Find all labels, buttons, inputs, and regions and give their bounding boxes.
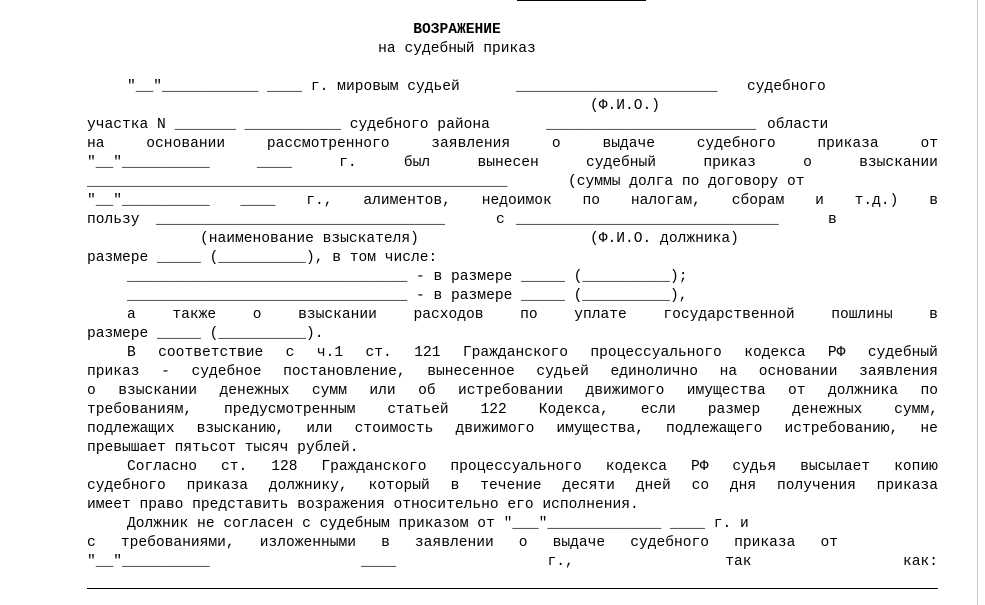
word: В (127, 345, 136, 361)
from-word: с (496, 212, 505, 228)
word: который (368, 478, 430, 494)
word: об (418, 383, 436, 399)
intro-line-7 (87, 192, 938, 211)
word: от (920, 136, 938, 152)
word: дня (729, 478, 757, 494)
word: движимого (585, 383, 665, 399)
word: не (920, 421, 938, 437)
word: судебного (630, 535, 710, 551)
region-word: области (767, 117, 829, 133)
word: размер (707, 402, 761, 418)
word: кодекса (744, 345, 806, 361)
word: постановление, (283, 364, 406, 380)
word: т.д.) (854, 193, 899, 209)
para1-line-2 (87, 363, 938, 382)
word: от (820, 535, 838, 551)
word: процессуального (450, 459, 582, 475)
word: рассмотренного (266, 136, 390, 152)
word: получения (777, 478, 856, 494)
word: или (306, 421, 333, 437)
claimant-blank: _________________________________ (156, 212, 446, 228)
word: судебного (696, 136, 776, 152)
word: ____ (256, 155, 292, 171)
debt-blank: ________________________________________________ (87, 174, 508, 190)
word: и (815, 193, 824, 209)
word: также (172, 307, 217, 323)
word: "__"__________ (87, 155, 210, 171)
word: в (929, 307, 938, 323)
para3-line-1: Должник не согласен с судебным приказом от "___"_____________ ____ г. и (127, 516, 749, 532)
para2-last-line: имеет право представить возражения относительно его исполнения. (87, 497, 639, 513)
word: ____ (240, 193, 276, 209)
word: по (920, 383, 938, 399)
word: государственной (663, 307, 795, 323)
word: взыскании (859, 155, 938, 171)
word: на (719, 364, 738, 380)
word: Согласно (127, 459, 198, 475)
claimant-caption: (наименование взыскателя) (200, 231, 419, 247)
word: подлежащих (87, 421, 175, 437)
word: приказа (186, 478, 248, 494)
word: взыскании (118, 383, 198, 399)
word: налогам, (630, 193, 701, 209)
word: вынесенное (427, 364, 515, 380)
word: основании (758, 364, 838, 380)
word: как: (902, 554, 938, 570)
word: а (127, 307, 136, 323)
word: взыскании (298, 307, 377, 323)
word: ст. (220, 459, 248, 475)
word: был (403, 155, 431, 171)
debt-text: (суммы долга по договору от (568, 174, 805, 190)
word: 121 (414, 345, 441, 361)
intro-date-line: "__"___________ ____ г. мировым судьей (127, 79, 460, 95)
amount-item-1: ________________________________ - в размере _____ (__________); (127, 269, 688, 285)
fee-amount-line: размере _____ (__________). (87, 326, 324, 342)
word: денежных (792, 402, 863, 418)
word: со (691, 478, 710, 494)
word: ч.1 (316, 345, 344, 361)
word: Гражданского (321, 459, 427, 475)
word: выдаче (552, 535, 606, 551)
para1-line-4 (87, 401, 938, 420)
debtor-blank: ______________________________ (516, 212, 779, 228)
para1-last-line: превышает пятьсот тысяч рублей. (87, 440, 359, 456)
word: процессуального (590, 345, 722, 361)
word: судья (732, 459, 777, 475)
word: сумм (311, 383, 347, 399)
para3-line-2 (87, 534, 838, 553)
word: должнику, (268, 478, 348, 494)
word: "__"__________ (87, 193, 210, 209)
word: дней (635, 478, 671, 494)
word: судебное (191, 364, 262, 380)
word: приказ (703, 155, 756, 171)
word: от (788, 383, 806, 399)
word: заявления (431, 136, 511, 152)
word: должника (827, 383, 899, 399)
intro-line-5 (87, 154, 938, 173)
page-edge (977, 0, 978, 605)
word: заявлении (414, 535, 494, 551)
word: истребовании (458, 383, 564, 399)
word: 128 (271, 459, 298, 475)
word: РФ (690, 459, 709, 475)
intro-line-4 (87, 135, 938, 154)
word: судьей (536, 364, 589, 380)
para1-line-5 (87, 420, 938, 439)
judge-name-blank: _______________________ (516, 79, 718, 95)
word: стоимость (354, 421, 434, 437)
word: ____ (361, 554, 397, 570)
district-line: участка N _______ ___________ судебного района (87, 117, 490, 133)
word: если (640, 402, 676, 418)
word: уплате (574, 307, 627, 323)
word: на (87, 136, 105, 152)
para3-line-3 (87, 553, 938, 572)
word: о (518, 535, 528, 551)
amount-item-2: ________________________________ - в размере _____ (__________), (127, 288, 688, 304)
word: о (87, 383, 96, 399)
word: высылает (800, 459, 871, 475)
word: с (285, 345, 295, 361)
word: г., (547, 554, 574, 570)
word: о (252, 307, 262, 323)
in-word: в (828, 212, 837, 228)
answer-line (87, 588, 938, 589)
word: Кодекса, (538, 402, 609, 418)
word: судебного (87, 478, 166, 494)
word: приказ (87, 364, 140, 380)
word: о (551, 136, 561, 152)
word: предусмотренным (224, 402, 356, 418)
word: движимого (455, 421, 535, 437)
word: в (381, 535, 390, 551)
word: РФ (827, 345, 846, 361)
word: течение (480, 478, 542, 494)
para2-line-2 (87, 477, 938, 496)
word: десяти (562, 478, 615, 494)
word: подлежащего (666, 421, 763, 437)
region-blank: ________________________ (546, 117, 757, 133)
top-rule (517, 0, 646, 1)
word: о (803, 155, 812, 171)
word: алиментов, (363, 193, 451, 209)
para1-line-3 (87, 382, 938, 401)
word: пошлины (831, 307, 893, 323)
document-subtitle: на судебный приказ (378, 41, 536, 57)
word: требованиями, (120, 535, 235, 551)
word: имущества, (556, 421, 644, 437)
word: приказа (817, 136, 879, 152)
word: основании (146, 136, 226, 152)
word: денежных (219, 383, 290, 399)
word: - (161, 364, 170, 380)
para1-line-1 (127, 344, 938, 363)
word: копию (894, 459, 938, 475)
word: так (725, 554, 752, 570)
word: расходов (413, 307, 484, 323)
word: с (87, 535, 96, 551)
word: или (369, 383, 396, 399)
word: ст. (365, 345, 392, 361)
amount-line: размере _____ (__________), в том числе: (87, 250, 438, 266)
word: по (520, 307, 538, 323)
word: в (929, 193, 938, 209)
word: сумм, (894, 402, 938, 418)
word: истребованию, (784, 421, 899, 437)
para2-line-1 (127, 458, 938, 477)
fee-line (127, 306, 938, 325)
judge-name-caption: (Ф.И.О.) (590, 98, 661, 114)
word: заявления (859, 364, 938, 380)
word: вынесен (477, 155, 539, 171)
word: недоимок (481, 193, 552, 209)
word: статьей (387, 402, 449, 418)
intro-line1-end: судебного (747, 79, 826, 95)
debtor-caption: (Ф.И.О. должника) (590, 231, 739, 247)
word: "__"__________ (87, 554, 210, 570)
word: имущества (686, 383, 766, 399)
word: по (582, 193, 601, 209)
word: Гражданского (462, 345, 568, 361)
word: единолично (610, 364, 699, 380)
word: судебный (586, 155, 657, 171)
word: г. (339, 155, 357, 171)
word: требованиям, (87, 402, 193, 418)
word: 122 (480, 402, 507, 418)
word: выдаче (602, 136, 655, 152)
word: судебный (867, 345, 938, 361)
word: взысканию, (196, 421, 285, 437)
in-favor-word: пользу (87, 212, 140, 228)
word: изложенными (259, 535, 357, 551)
word: приказа (734, 535, 796, 551)
word: г., (306, 193, 333, 209)
word: сборам (731, 193, 785, 209)
word: кодекса (605, 459, 668, 475)
word: соответствие (158, 345, 264, 361)
word: в (450, 478, 460, 494)
word: приказа (876, 478, 938, 494)
document-title: ВОЗРАЖЕНИЕ (413, 22, 501, 38)
